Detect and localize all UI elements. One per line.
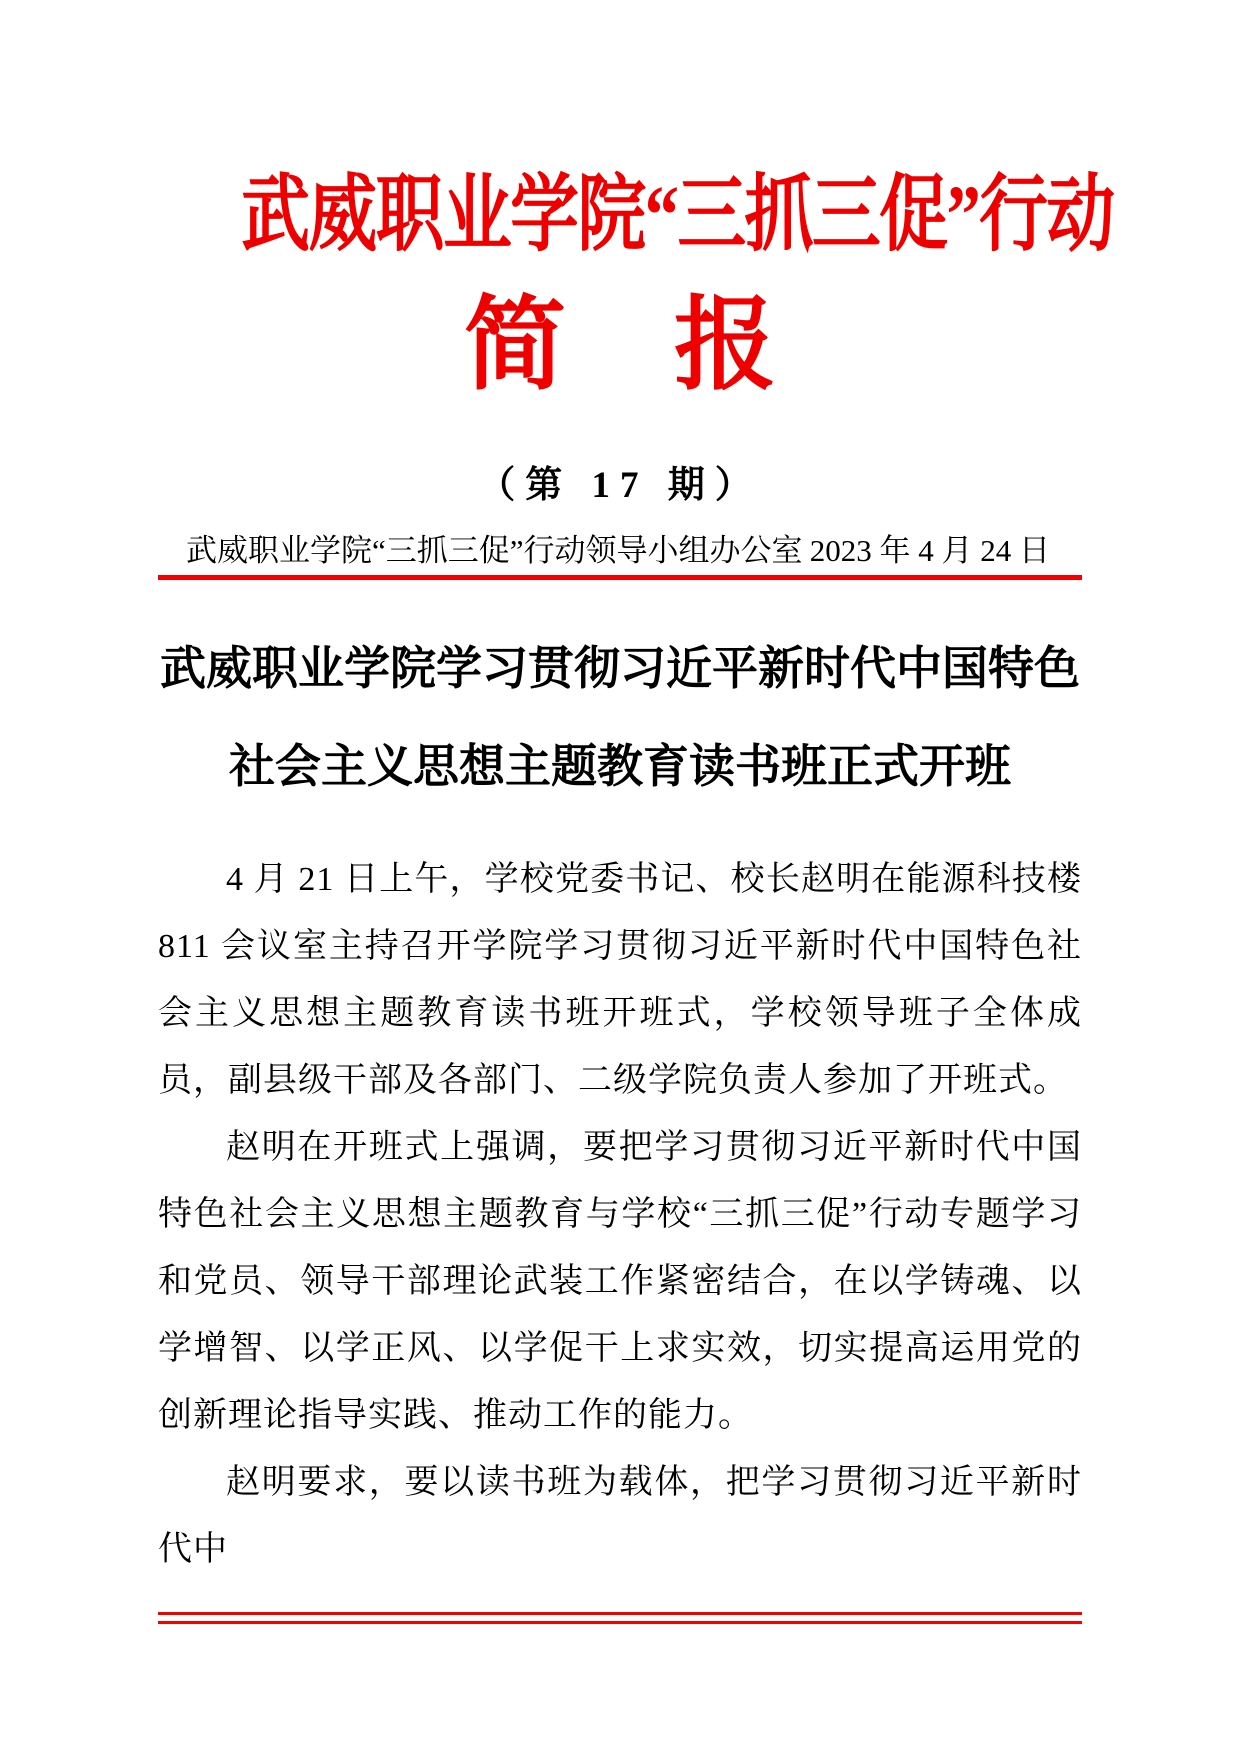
masthead (0, 0, 1240, 580)
article-title (158, 620, 1082, 816)
issue-number: （第 17 期） (478, 465, 762, 507)
article (0, 620, 1240, 1583)
paragraph-1: 4 月 21 日上午，学校党委书记、校长赵明在能源科技楼 811 会议室主持召开学院学习贯彻习近平新时代中国特色社会主义思想主题教育读书班开班式，学校领导班子全体成员，副县级干部及各部门、二级学院负责人参加了开班式。 (158, 860, 1082, 1099)
paragraph-3: 赵明要求，要以读书班为载体，把学习贯彻习近平新时代中 (158, 1463, 1082, 1568)
publish-date: 2023 年 4 月 24 日 (809, 533, 1050, 569)
article-title-line-1: 武威职业学院学习贯彻习近平新时代中国特色 (160, 642, 1080, 694)
paragraph-2: 赵明在开班式上强调，要把学习贯彻习近平新时代中国特色社会主义思想主题教育与学校“三抓三促”行动专题学习和党员、领导干部理论武装工作紧密结合，在以学铸魂、以学增智、以学正风、以学促干上求实效，切实提高运用党的创新理论指导实践、推动工作的能力。 (158, 1128, 1082, 1434)
masthead-meta-row (158, 532, 1082, 569)
article-body (158, 846, 1082, 1583)
masthead-subtitle-char-jian: 简 (464, 290, 566, 404)
publisher-name: 武威职业学院“三抓三促”行动领导小组办公室 (186, 533, 803, 569)
header-divider-line (158, 575, 1082, 580)
masthead-subtitle-char-bao: 报 (674, 290, 776, 404)
masthead-subtitle (158, 290, 1082, 404)
article-title-line-2: 社会主义思想主题教育读书班正式开班 (229, 740, 1011, 792)
footer-double-line (158, 1612, 1082, 1624)
masthead-title: 武威职业学院“三抓三促”行动 (241, 169, 1114, 262)
